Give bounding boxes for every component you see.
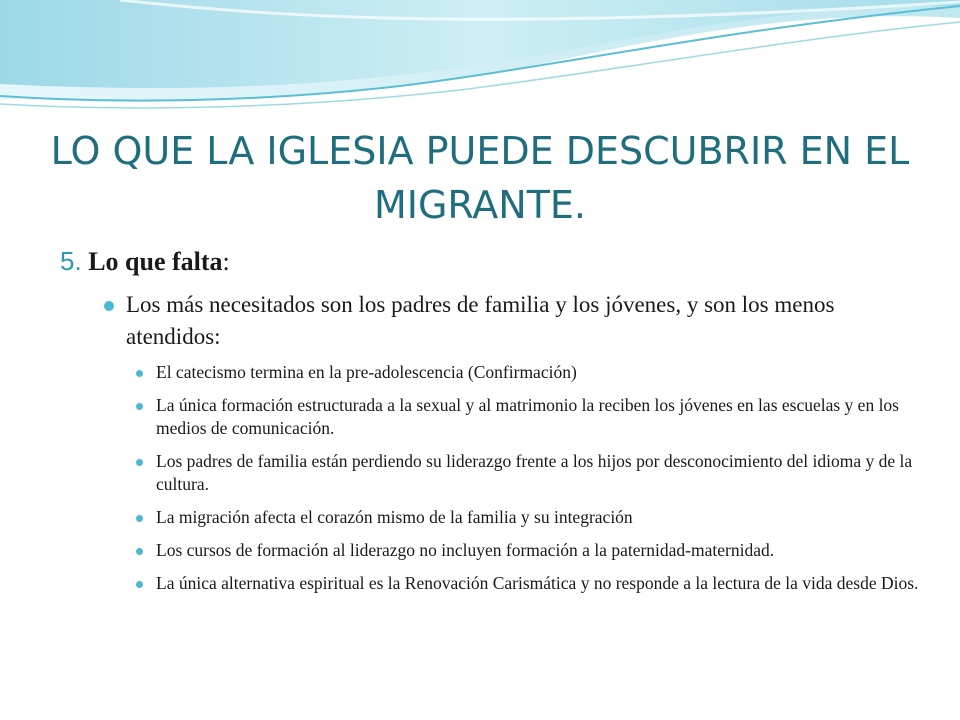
bullet-icon (104, 301, 114, 311)
sub-point (60, 394, 930, 440)
sub-point-text: Los cursos de formación al liderazgo no incluyen formación a la paternidad-maternidad. (156, 540, 775, 560)
section-heading (60, 244, 930, 279)
sub-point-text: La migración afecta el corazón mismo de la familia y su integración (156, 507, 633, 527)
slide-content (60, 244, 930, 605)
bullet-icon (136, 459, 143, 466)
sub-point (60, 506, 930, 529)
section-title: Lo que falta (88, 247, 223, 276)
main-point-text: Los más necesitados son los padres de familia y los jóvenes, y son los menos atendidos: (126, 292, 835, 349)
sub-point-text: Los padres de familia están perdiendo su liderazgo frente a los hijos por desconocimiento del idioma y de la cultura. (156, 451, 913, 494)
section-number: 5. (60, 246, 82, 276)
sub-point (60, 539, 930, 562)
main-point (60, 289, 930, 353)
bullet-icon (136, 548, 143, 555)
sub-point-text: La única alternativa espiritual es la Renovación Carismática y no responde a la lectura de la vida desde Dios. (156, 573, 919, 593)
sub-point (60, 450, 930, 496)
bullet-icon (136, 515, 143, 522)
sub-point-text: El catecismo termina en la pre-adolescencia (Confirmación) (156, 362, 577, 382)
sub-point (60, 572, 930, 595)
bullet-icon (136, 581, 143, 588)
bullet-icon (136, 370, 143, 377)
sub-point-text: La única formación estructurada a la sexual y al matrimonio la reciben los jóvenes en las escuelas y en los medios de comunicación. (156, 395, 899, 438)
header-wave-decoration (0, 0, 960, 130)
bullet-icon (136, 403, 143, 410)
sub-point (60, 361, 930, 384)
slide-title: LO QUE LA IGLESIA PUEDE DESCUBRIR EN EL MIGRANTE. (50, 129, 910, 227)
section-colon: : (222, 247, 230, 276)
